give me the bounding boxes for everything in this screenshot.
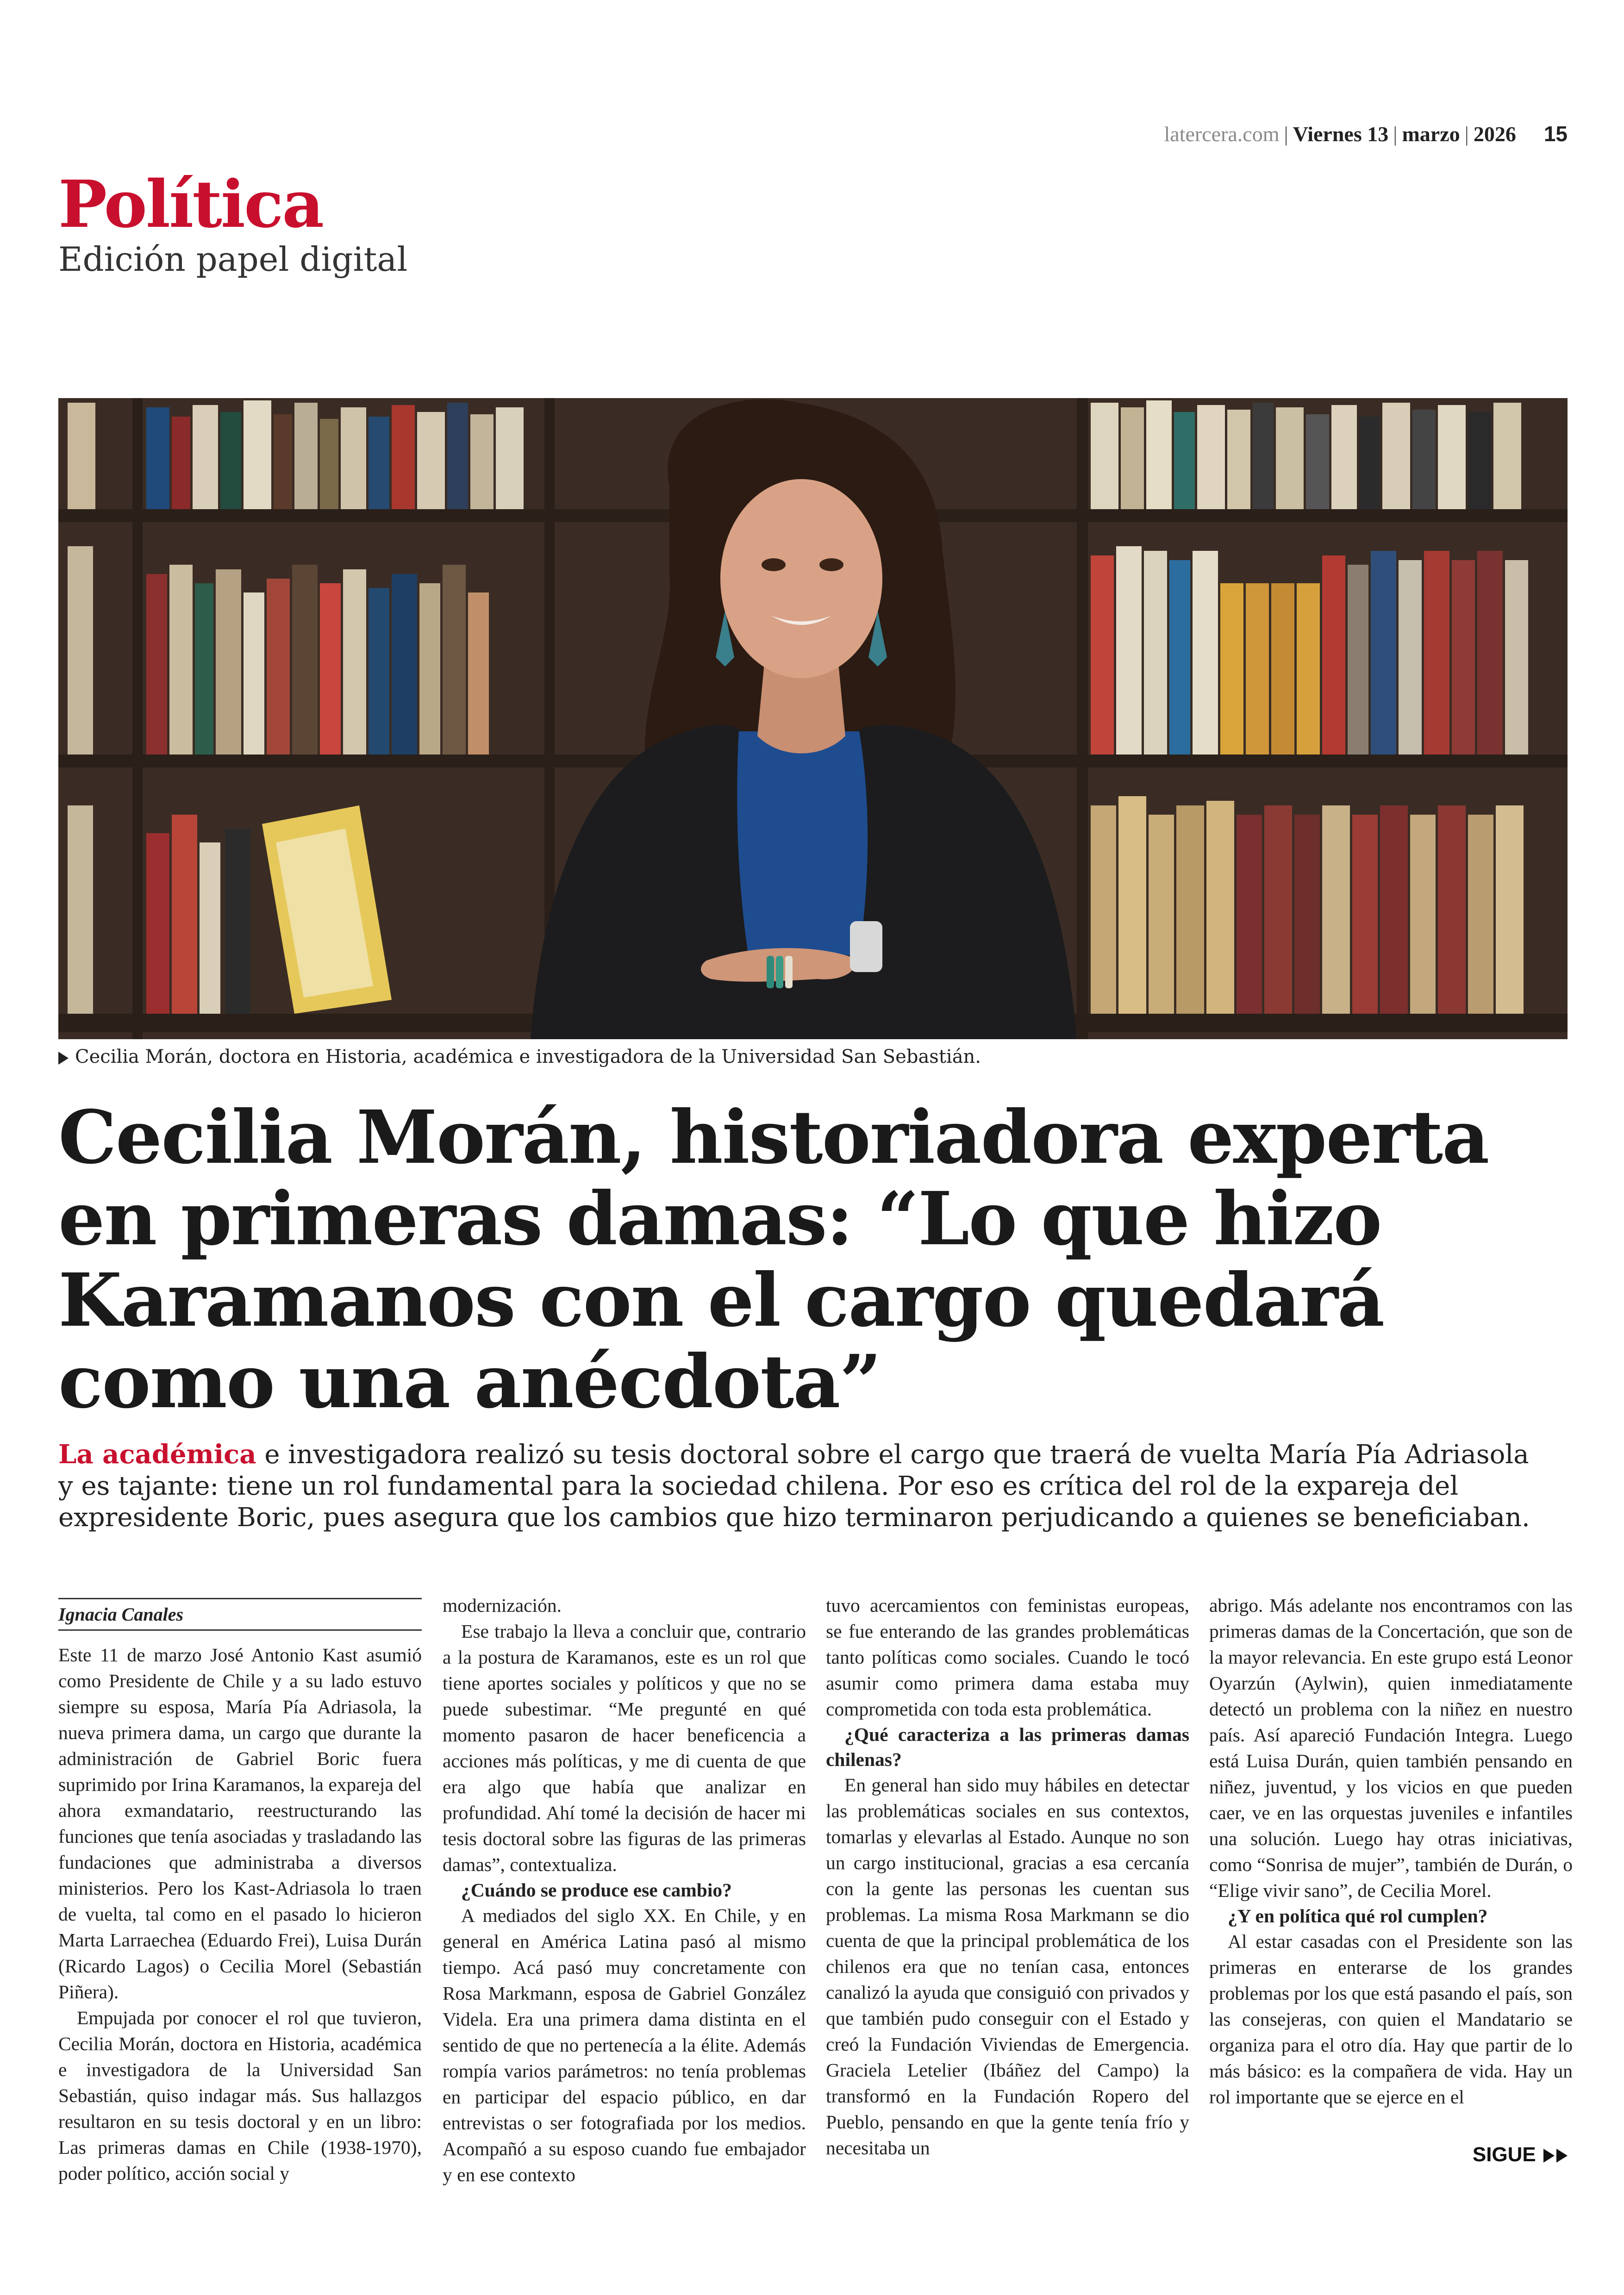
author-top-rule <box>58 1598 422 1599</box>
page-header-line: latercera.com | Viernes 13 | marzo | 2026 15 <box>1164 122 1568 146</box>
photo-caption-text: Cecilia Morán, doctora en Historia, académica e investigadora de la Universidad San Sebastián. <box>75 1046 981 1067</box>
continue-arrow-icon <box>1556 2149 1568 2163</box>
author-byline: Ignacia Canales <box>58 1602 422 1631</box>
interview-question: ¿Qué caracteriza a las primeras damas chilenas? <box>826 1724 1189 1770</box>
paragraph: abrigo. Más adelante nos encontramos con las primeras damas de la Concertación, que son de la mayor relevancia. En este grupo está Leonor Oyarzún (Aylwin), quien inmediatamente detectó un problema con la niñez en nuestro país. Así apareció Fundación Integra. Luego está Luisa Durán, quien también pensando en niñez, juventud, y los vicios en que pueden caer, ve en las orquestas juveniles e infantiles una solución. Luego hay otras iniciativas, como “Sonrisa de mujer”, también de Durán, o “Elige vivir sano”, de Cecilia Morel. <box>1209 1595 1573 1901</box>
article-column-1 <box>58 1602 422 2186</box>
photo-caption <box>58 1046 981 1067</box>
section-title: Política <box>58 167 323 243</box>
article-headline: Cecilia Morán, historiadora experta en primeras damas: “Lo que hizo Karamanos con el cargo quedará como una anécdota” <box>58 1095 1489 1425</box>
article-column-2 <box>443 1592 806 2188</box>
paragraph: modernización. <box>443 1595 562 1616</box>
paragraph: tuvo acercamientos con feministas europeas, se fue enterando de las grandes problemáticas tanto políticas como sociales. Cuando le tocó asumir como primera dama estaba muy comprometida con toda esta problemática. <box>826 1595 1189 1720</box>
lead-kicker: La académica <box>58 1439 256 1470</box>
paragraph: Al estar casadas con el Presidente son las primeras en enterarse de los grandes problemas por los que está pasando el país, son las consejeras, con quien el Mandatario se organiza para el otro día. Hay que partir de lo más básico: es la compañera de vida. Hay un rol importante que se ejerce en el <box>1209 1931 1573 2108</box>
section-subtitle: Edición papel digital <box>58 240 408 279</box>
site-name: latercera.com <box>1164 122 1280 146</box>
continue-indicator <box>1473 2143 1568 2166</box>
article-column-4 <box>1209 1592 1573 2110</box>
paragraph: Ese trabajo la lleva a concluir que, contrario a la postura de Karamanos, este es un rol que tiene aportes sociales y políticos y que no se puede subestimar. “Me pregunté en qué momento pasaron de hacer beneficencia a acciones más políticas, y me di cuenta de que era algo que había que analizar en profundidad. Ahí tomé la decisión de hacer mi tesis doctoral sobre las figuras de las primeras damas”, contextualiza. <box>443 1621 806 1875</box>
page-number: 15 <box>1543 122 1568 146</box>
issue-day: Viernes 13 <box>1293 122 1389 146</box>
article-column-3 <box>826 1592 1189 2161</box>
lead-text: e investigadora realizó su tesis doctoral sobre el cargo que traerá de vuelta María Pía Adriasola y es tajante: tiene un rol fundamental para la sociedad chilena. Por eso es crítica del rol de la expareja del expresidente Boric, pues asegura que los cambios que hizo terminaron perjudicando a quienes se beneficiaban. <box>58 1440 1530 1533</box>
interview-question: ¿Cuándo se produce ese cambio? <box>461 1879 732 1901</box>
interview-question: ¿Y en política qué rol cumplen? <box>1228 1905 1488 1927</box>
caption-triangle-icon <box>58 1052 69 1065</box>
paragraph: Empujada por conocer el rol que tuvieron, Cecilia Morán, doctora en Historia, académica e investigadora de la Universidad San Sebastián, quiso indagar más. Sus hallazgos resultaron en su tesis doctoral y en un libro: Las primeras damas en Chile (1938-1970), poder político, acción social y <box>58 2007 422 2184</box>
article-photo <box>58 398 1568 1039</box>
paragraph: En general han sido muy hábiles en detectar las problemáticas sociales en sus contextos, tomarlas y elevarlas al Estado. Aunque no son un cargo institucional, gracias a esa cercanía con la gente las personas les cuentan sus problemas. La misma Rosa Markmann se dio cuenta de que la principal problemática de los chilenos era que no tenían casa, entonces canalizó la ayuda que consiguió con privados y que también pudo conseguir con el Estado y creó la Fundación Viviendas de Emergencia. Graciela Letelier (Ibáñez del Campo) la transformó en la Fundación Ropero del Pueblo, pensando en que la gente tenía frío y necesitaba un <box>826 1774 1189 2158</box>
article-lead <box>58 1439 1540 1534</box>
paragraph: Este 11 de marzo José Antonio Kast asumió como Presidente de Chile y a su lado estuvo siempre su esposa, María Pía Adriasola, la nueva primera dama, un cargo que durante la administración de Gabriel Boric fuera suprimido por Irina Karamanos, la expareja del ahora exmandatario, reestructurando las funciones que tenía asociadas y trasladando las fundaciones que administraba a diversos ministerios. Pero los Kast-Adriasola lo traen de vuelta, tal como en el pasado lo hicieron Marta Larraechea (Eduardo Frei), Luisa Durán (Ricardo Lagos) o Cecilia Morel (Sebastián Piñera). <box>58 1644 422 2002</box>
issue-month: marzo <box>1402 122 1460 146</box>
continue-arrow-icon <box>1543 2149 1555 2163</box>
paragraph: A mediados del siglo XX. En Chile, y en general en América Latina pasó al mismo tiempo. Acá pasó muy concretamente con Rosa Markmann, esposa de Gabriel González Videla. Era una primera dama distinta en el sentido de que no pertenecía a la élite. Además rompía varios parámetros: no tenía problemas en participar del espacio público, en dar entrevistas o ser fotografiada por los medios. Acompañó a su esposo cuando fue embajador y en ese contexto <box>443 1905 806 2185</box>
continue-label: SIGUE <box>1472 2143 1536 2166</box>
issue-year: 2026 <box>1473 122 1516 146</box>
